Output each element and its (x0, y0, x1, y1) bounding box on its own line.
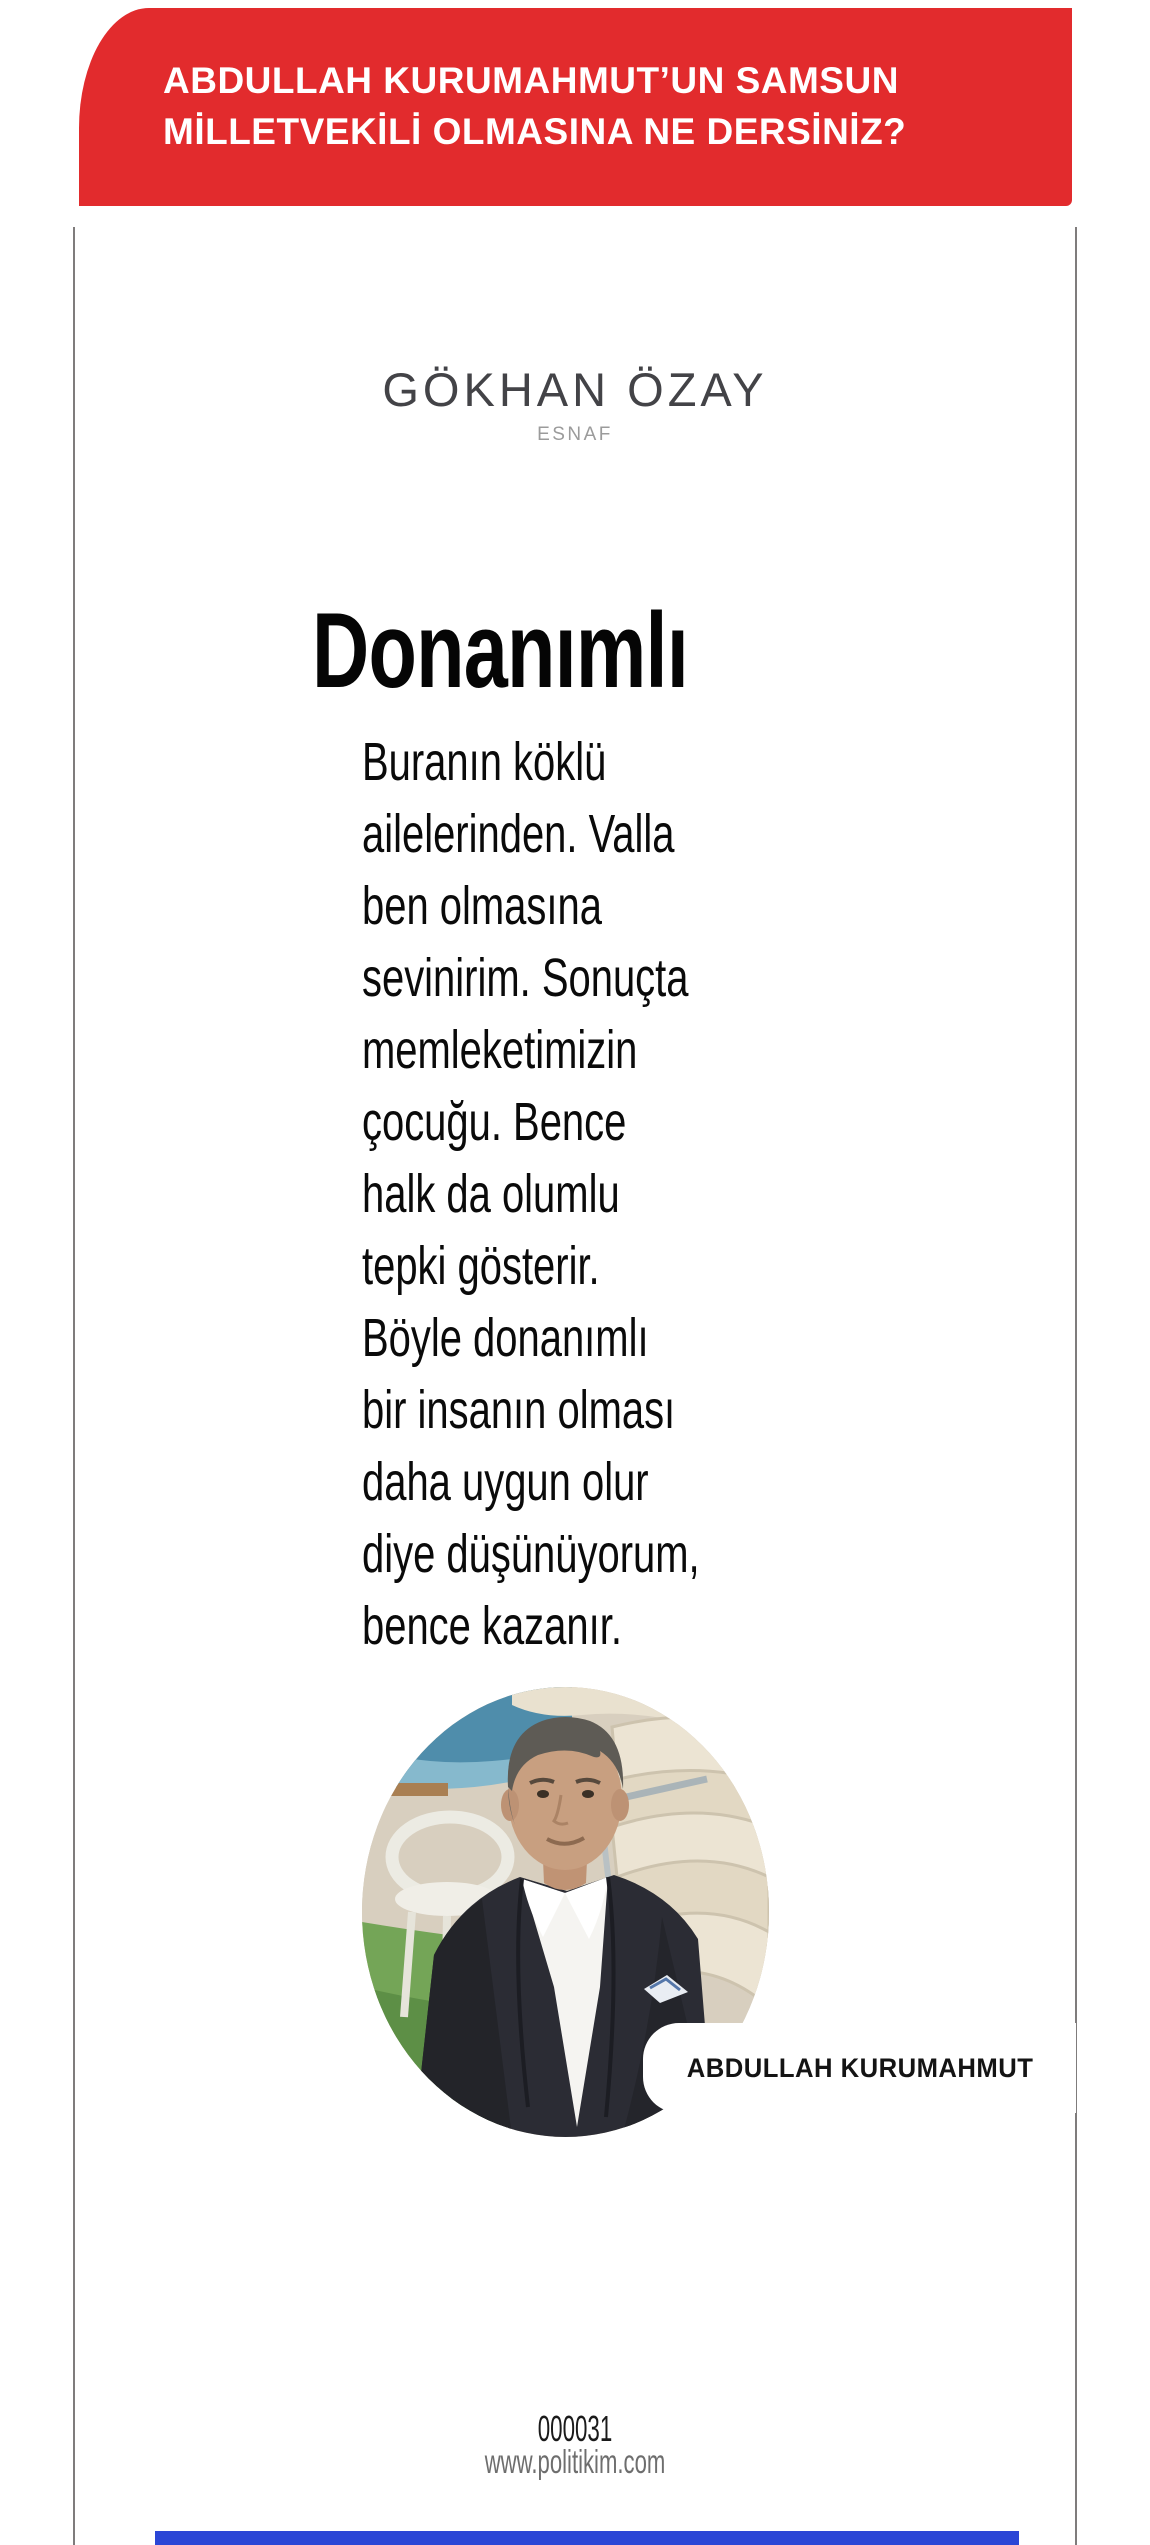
quote-line: tepki gösterir. (362, 1236, 600, 1296)
interviewee-name: GÖKHAN ÖZAY (382, 363, 768, 416)
footer-code: 000031 (537, 2408, 613, 2449)
quote-line: Böyle donanımlı (362, 1308, 649, 1368)
quote-line: Buranın köklü (362, 732, 607, 792)
quote-body (362, 726, 700, 1662)
question-line-2: MİLLETVEKİLİ OLMASINA NE DERSİNİZ? (163, 111, 907, 152)
interviewee-role: ESNAF (537, 424, 613, 445)
quote-line: sevinirim. Sonuçta (362, 948, 689, 1008)
quote-line: çocuğu. Bence (362, 1092, 627, 1152)
question-banner (79, 8, 1072, 206)
left-rail-line (73, 227, 75, 2545)
quote-line: diye düşünüyorum, (362, 1524, 700, 1584)
quote-line: bence kazanır. (362, 1596, 622, 1656)
photo-caption-band (643, 2023, 1076, 2113)
quote-line: ailelerinden. Valla (362, 804, 675, 864)
quote-line: ben olmasına (362, 876, 602, 936)
quote-line: memleketimizin (362, 1020, 638, 1080)
quote-line: halk da olumlu (362, 1164, 620, 1224)
question-banner-text (79, 8, 1072, 157)
quote-headline: Donanımlı (312, 590, 689, 710)
right-rail-line (1075, 227, 1077, 2545)
quote-line: daha uygun olur (362, 1452, 649, 1512)
quote-line: bir insanın olması (362, 1380, 676, 1440)
question-line-1: ABDULLAH KURUMAHMUT’UN SAMSUN (163, 60, 899, 101)
bottom-accent-bar (155, 2531, 1019, 2545)
footer-website: www.politikim.com (484, 2443, 666, 2480)
photo-caption: ABDULLAH KURUMAHMUT (686, 2052, 1034, 2083)
